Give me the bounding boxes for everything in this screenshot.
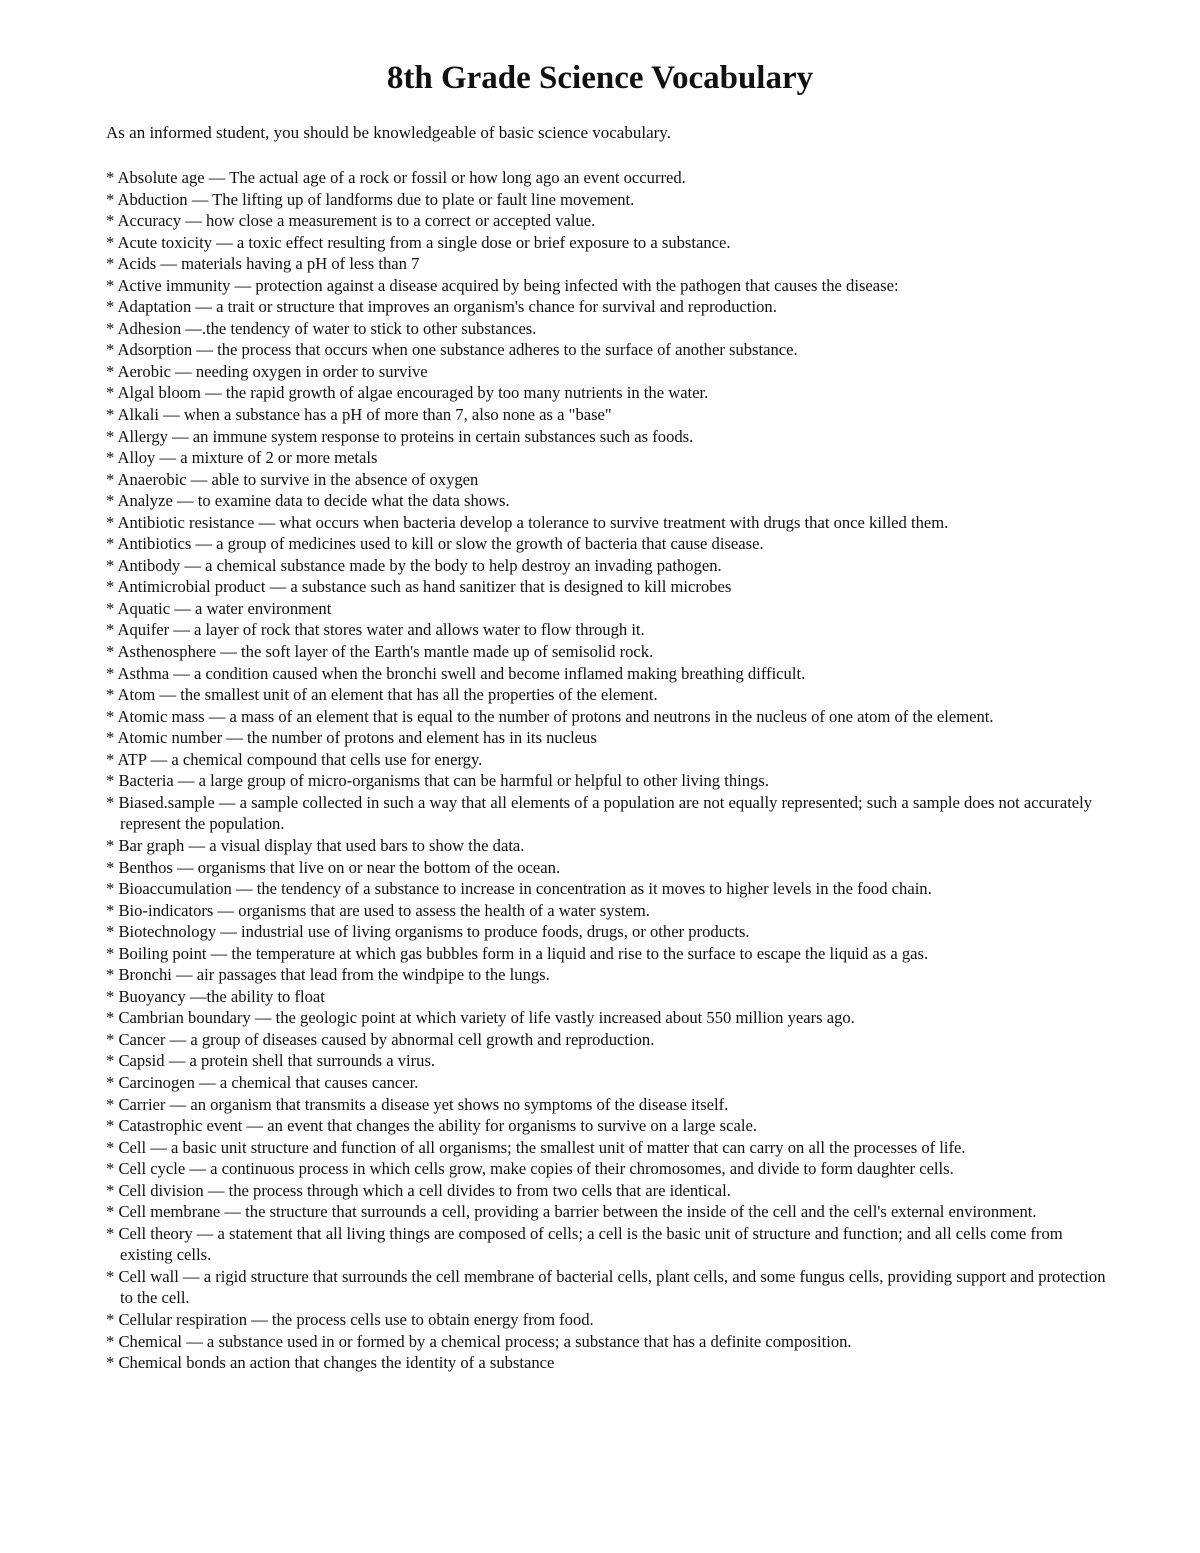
vocab-entry-text: Cambrian boundary — the geologic point at which variety of life vastly increased about 550 million years ago. <box>118 1008 855 1028</box>
bullet-marker: * <box>106 340 115 360</box>
bullet-marker: * <box>106 1137 115 1157</box>
bullet-marker: * <box>106 361 115 381</box>
vocab-entry <box>106 921 1106 943</box>
bullet-marker: * <box>106 577 115 597</box>
vocab-entry <box>106 663 1106 685</box>
vocab-entry <box>106 1223 1106 1266</box>
vocab-entry-text: Cell membrane — the structure that surrounds a cell, providing a barrier between the inside of the cell and the cell's external environment. <box>118 1202 1037 1222</box>
vocab-entry-text: Anaerobic — able to survive in the absence of oxygen <box>117 469 479 489</box>
bullet-marker: * <box>106 771 115 791</box>
bullet-marker: * <box>106 491 115 511</box>
vocab-entry <box>106 1137 1106 1159</box>
bullet-marker: * <box>106 254 115 274</box>
bullet-marker: * <box>106 965 115 985</box>
vocab-entry <box>106 1050 1106 1072</box>
bullet-marker: * <box>106 448 115 468</box>
bullet-marker: * <box>106 1223 115 1243</box>
vocab-entry-text: Aquatic — a water environment <box>117 598 332 618</box>
vocab-entry <box>106 447 1106 469</box>
vocab-entry <box>106 576 1106 598</box>
bullet-marker: * <box>106 405 115 425</box>
vocab-entry-text: Aerobic — needing oxygen in order to survive <box>117 361 428 381</box>
bullet-marker: * <box>106 1072 115 1092</box>
vocab-entry <box>106 426 1106 448</box>
vocab-entry <box>106 555 1106 577</box>
vocab-entry <box>106 404 1106 426</box>
vocab-entry-text: Chemical bonds an action that changes the identity of a substance <box>118 1353 555 1373</box>
vocab-entry <box>106 770 1106 792</box>
bullet-marker: * <box>106 1180 115 1200</box>
vocab-entry-text: Acute toxicity — a toxic effect resulting from a single dose or brief exposure to a substance. <box>117 232 731 252</box>
vocab-entry <box>106 232 1106 254</box>
vocab-entry <box>106 598 1106 620</box>
vocab-entry-text: Antibiotic resistance — what occurs when bacteria develop a tolerance to survive treatment with drugs that once killed them. <box>117 512 949 532</box>
bullet-marker: * <box>106 189 115 209</box>
vocab-entry-text: Cancer — a group of diseases caused by abnormal cell growth and reproduction. <box>118 1029 655 1049</box>
bullet-marker: * <box>106 598 115 618</box>
vocab-entry-text: Biased.sample — a sample collected in such a way that all elements of a population are not equally represented; such a sample does not accurately represent the population. <box>118 792 1093 834</box>
bullet-marker: * <box>106 728 115 748</box>
vocab-entry-text: Abduction — The lifting up of landforms due to plate or fault line movement. <box>117 189 635 209</box>
vocab-entry-text: Carrier — an organism that transmits a disease yet shows no symptoms of the disease itself. <box>118 1094 729 1114</box>
vocab-entry-text: Acids — materials having a pH of less than 7 <box>117 254 420 274</box>
bullet-marker: * <box>106 1331 115 1351</box>
bullet-marker: * <box>106 1094 115 1114</box>
vocab-entry-text: Cell cycle — a continuous process in which cells grow, make copies of their chromosomes, and divide to form daughter cells. <box>118 1159 954 1179</box>
vocab-entry-text: Bar graph — a visual display that used bars to show the data. <box>118 835 525 855</box>
vocab-entry <box>106 986 1106 1008</box>
vocab-entry <box>106 619 1106 641</box>
vocab-entry-text: Asthenosphere — the soft layer of the Earth's mantle made up of semisolid rock. <box>117 642 654 662</box>
vocab-entry-text: Bio-indicators — organisms that are used to assess the health of a water system. <box>118 900 650 920</box>
bullet-marker: * <box>106 555 115 575</box>
bullet-marker: * <box>106 534 115 554</box>
vocab-entry-text: Allergy — an immune system response to proteins in certain substances such as foods. <box>117 426 694 446</box>
vocab-entry-text: Bronchi — air passages that lead from the windpipe to the lungs. <box>118 965 550 985</box>
vocab-entry-text: Alkali — when a substance has a pH of more than 7, also none as a "base" <box>117 405 612 425</box>
bullet-marker: * <box>106 1202 115 1222</box>
vocab-entry-text: Cell theory — a statement that all living things are composed of cells; a cell is the basic unit of structure and function; and all cells come from existing cells. <box>118 1223 1063 1265</box>
vocab-entry <box>106 296 1106 318</box>
document-title: 8th Grade Science Vocabulary <box>386 60 814 96</box>
vocab-entry-text: Antimicrobial product — a substance such as hand sanitizer that is designed to kill microbes <box>117 577 732 597</box>
vocab-entry-text: Atom — the smallest unit of an element that has all the properties of the element. <box>117 685 658 705</box>
intro-paragraph: As an informed student, you should be knowledgeable of basic science vocabulary. <box>106 123 671 142</box>
bullet-marker: * <box>106 1008 115 1028</box>
vocab-entry <box>106 490 1106 512</box>
vocab-entry <box>106 382 1106 404</box>
bullet-marker: * <box>106 922 115 942</box>
vocab-entry-text: Biotechnology — industrial use of living organisms to produce foods, drugs, or other products. <box>118 922 750 942</box>
bullet-marker: * <box>106 1029 115 1049</box>
vocab-entry-text: Buoyancy —the ability to float <box>118 986 325 1006</box>
vocab-entry <box>106 749 1106 771</box>
vocab-entry-text: Carcinogen — a chemical that causes cancer. <box>118 1072 419 1092</box>
vocab-entry <box>106 792 1106 835</box>
vocab-entry-text: Atomic mass — a mass of an element that is equal to the number of protons and neutrons in the nucleus of one atom of the element. <box>117 706 994 726</box>
vocab-entry-text: Bacteria — a large group of micro-organisms that can be harmful or helpful to other living things. <box>118 771 769 791</box>
vocab-entry <box>106 641 1106 663</box>
vocab-entry <box>106 210 1106 232</box>
vocab-entry <box>106 1309 1106 1331</box>
vocab-entry <box>106 1029 1106 1051</box>
vocab-entry <box>106 1266 1106 1309</box>
vocab-entry <box>106 684 1106 706</box>
vocab-entry <box>106 533 1106 555</box>
bullet-marker: * <box>106 512 115 532</box>
vocab-entry <box>106 1352 1106 1374</box>
vocab-entry <box>106 253 1106 275</box>
vocab-entry <box>106 469 1106 491</box>
bullet-marker: * <box>106 1159 115 1179</box>
vocab-entry <box>106 339 1106 361</box>
bullet-marker: * <box>106 986 115 1006</box>
bullet-marker: * <box>106 749 115 769</box>
bullet-marker: * <box>106 318 115 338</box>
vocab-entry <box>106 1007 1106 1029</box>
vocab-entry <box>106 318 1106 340</box>
vocab-entry-text: Adaptation — a trait or structure that improves an organism's chance for survival and reproduction. <box>117 297 777 317</box>
bullet-marker: * <box>106 900 115 920</box>
vocab-entry <box>106 1180 1106 1202</box>
vocab-entry <box>106 943 1106 965</box>
bullet-marker: * <box>106 275 115 295</box>
bullet-marker: * <box>106 383 115 403</box>
bullet-marker: * <box>106 663 115 683</box>
vocab-entry <box>106 706 1106 728</box>
vocab-entry-text: Alloy — a mixture of 2 or more metals <box>117 448 378 468</box>
vocab-entry <box>106 361 1106 383</box>
bullet-marker: * <box>106 620 115 640</box>
vocab-entry-text: Adhesion —.the tendency of water to stick to other substances. <box>117 318 537 338</box>
vocab-entry <box>106 1158 1106 1180</box>
vocabulary-list <box>106 167 1106 1374</box>
vocab-entry-text: Active immunity — protection against a disease acquired by being infected with the pathogen that causes the disease: <box>117 275 899 295</box>
bullet-marker: * <box>106 426 115 446</box>
vocab-entry-text: Benthos — organisms that live on or near the bottom of the ocean. <box>118 857 561 877</box>
vocab-entry-text: Bioaccumulation — the tendency of a substance to increase in concentration as it moves to higher levels in the food chain. <box>118 879 932 899</box>
vocab-entry-text: Asthma — a condition caused when the bronchi swell and become inflamed making breathing difficult. <box>117 663 806 683</box>
bullet-marker: * <box>106 879 115 899</box>
vocab-entry <box>106 857 1106 879</box>
bullet-marker: * <box>106 1266 115 1286</box>
vocab-entry-text: ATP — a chemical compound that cells use for energy. <box>117 749 483 769</box>
vocab-entry <box>106 1331 1106 1353</box>
bullet-marker: * <box>106 1051 115 1071</box>
vocab-entry <box>106 1201 1106 1223</box>
vocab-entry-text: Antibody — a chemical substance made by the body to help destroy an invading pathogen. <box>117 555 722 575</box>
bullet-marker: * <box>106 835 115 855</box>
bullet-marker: * <box>106 469 115 489</box>
vocab-entry-text: Aquifer — a layer of rock that stores water and allows water to flow through it. <box>117 620 645 640</box>
bullet-marker: * <box>106 297 115 317</box>
vocab-entry-text: Catastrophic event — an event that changes the ability for organisms to survive on a large scale. <box>118 1116 757 1136</box>
vocab-entry <box>106 900 1106 922</box>
vocab-entry <box>106 878 1106 900</box>
vocab-entry-text: Absolute age — The actual age of a rock or fossil or how long ago an event occurred. <box>117 168 686 187</box>
bullet-marker: * <box>106 792 115 812</box>
vocab-entry <box>106 167 1106 189</box>
vocab-entry-text: Cell — a basic unit structure and function of all organisms; the smallest unit of matter that can carry on all the processes of life. <box>118 1137 966 1157</box>
vocab-entry <box>106 835 1106 857</box>
bullet-marker: * <box>106 857 115 877</box>
vocab-entry <box>106 727 1106 749</box>
vocab-entry <box>106 1115 1106 1137</box>
vocab-entry-text: Cell wall — a rigid structure that surrounds the cell membrane of bacterial cells, plant cells, and some fungus cells, providing support and protection to the cell. <box>118 1266 1106 1308</box>
bullet-marker: * <box>106 211 115 231</box>
vocab-entry <box>106 964 1106 986</box>
bullet-marker: * <box>106 685 115 705</box>
bullet-marker: * <box>106 1353 115 1373</box>
vocab-entry-text: Adsorption — the process that occurs when one substance adheres to the surface of another substance. <box>117 340 798 360</box>
bullet-marker: * <box>106 642 115 662</box>
bullet-marker: * <box>106 232 115 252</box>
bullet-marker: * <box>106 706 115 726</box>
vocab-entry-text: Cellular respiration — the process cells use to obtain energy from food. <box>118 1309 594 1329</box>
vocab-entry-text: Accuracy — how close a measurement is to a correct or accepted value. <box>117 211 596 231</box>
vocab-entry-text: Capsid — a protein shell that surrounds a virus. <box>118 1051 436 1071</box>
bullet-marker: * <box>106 1309 115 1329</box>
vocab-entry-text: Boiling point — the temperature at which gas bubbles form in a liquid and rise to the surface to escape the liquid as a gas. <box>118 943 929 963</box>
vocab-entry <box>106 275 1106 297</box>
bullet-marker: * <box>106 1116 115 1136</box>
bullet-marker: * <box>106 943 115 963</box>
vocab-entry-text: Cell division — the process through which a cell divides to from two cells that are identical. <box>118 1180 731 1200</box>
vocab-entry <box>106 1072 1106 1094</box>
vocab-entry-text: Analyze — to examine data to decide what the data shows. <box>117 491 510 511</box>
vocab-entry-text: Chemical — a substance used in or formed by a chemical process; a substance that has a definite composition. <box>118 1331 852 1351</box>
vocab-entry <box>106 512 1106 534</box>
vocab-entry-text: Algal bloom — the rapid growth of algae encouraged by too many nutrients in the water. <box>117 383 709 403</box>
vocab-entry <box>106 1094 1106 1116</box>
bullet-marker: * <box>106 168 115 187</box>
vocab-entry <box>106 189 1106 211</box>
vocab-entry-text: Atomic number — the number of protons and element has in its nucleus <box>117 728 597 748</box>
vocab-entry-text: Antibiotics — a group of medicines used to kill or slow the growth of bacteria that cause disease. <box>117 534 764 554</box>
